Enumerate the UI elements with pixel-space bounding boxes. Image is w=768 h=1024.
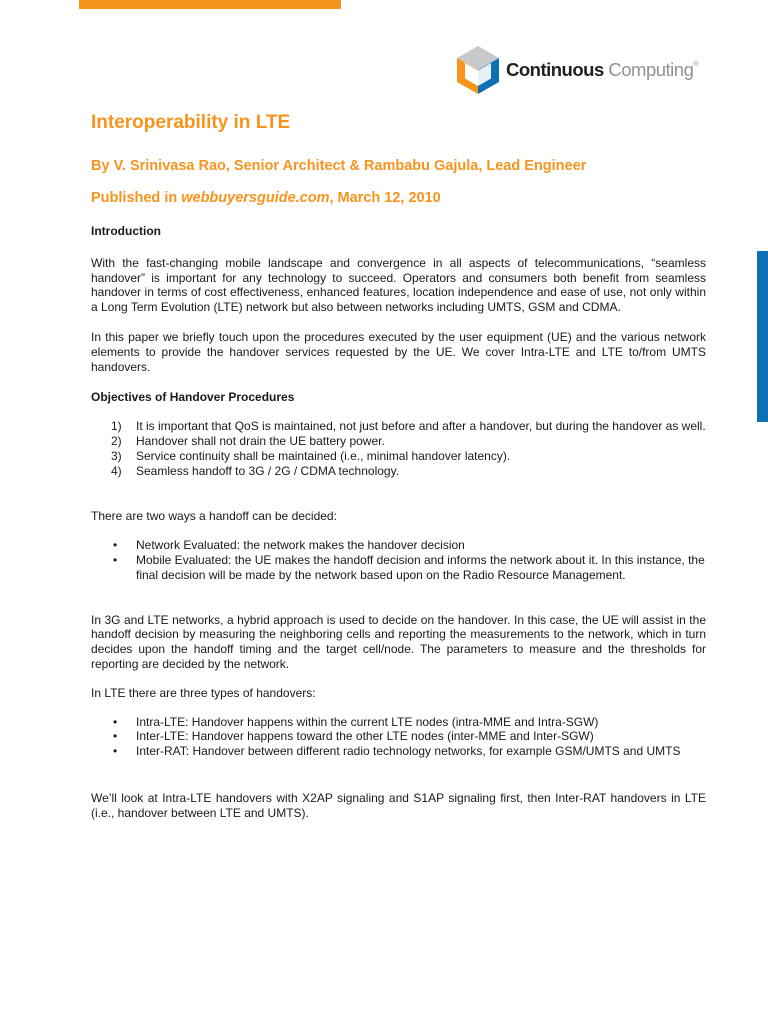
objectives-list (91, 419, 706, 478)
bullet-icon: • (113, 744, 118, 759)
article-body (91, 224, 706, 821)
handoff-ways-list (91, 538, 706, 582)
handoff-way-text: Mobile Evaluated: the UE makes the handoff decision and informs the network about it. In this instance, the final decision will be made by the network based upon on the Radio Resource Management. (136, 552, 705, 582)
intro-paragraph-1: With the fast-changing mobile landscape and convergence in all aspects of telecommunications, “seamless handover” is important for any technology to succeed. Operators and consumers both benefit from seamless handover in terms of cost effectiveness, enhanced features, location independence and ease of use, not only within a Long Term Evolution (LTE) network but also between networks including UMTS, GSM and CDMA. (91, 255, 706, 315)
objective-item (91, 449, 706, 464)
objective-text: Service continuity shall be maintained (i.e., minimal handover latency). (136, 448, 511, 463)
objective-number: 1) (111, 419, 122, 434)
logo-trademark: ® (693, 61, 699, 68)
logo-word-continuous: Continuous (506, 59, 604, 80)
logo-word-computing: Computing (608, 59, 694, 80)
handoff-way-item (91, 553, 706, 583)
bullet-icon: • (113, 552, 118, 567)
handover-type-item (91, 744, 706, 759)
side-tab-marker (757, 251, 768, 422)
objectives-heading: Objectives of Handover Procedures (91, 390, 295, 405)
objective-item (91, 434, 706, 449)
bullet-icon: • (113, 729, 118, 744)
objective-text: Seamless handoff to 3G / 2G / CDMA technology. (136, 463, 400, 478)
hybrid-paragraph: In 3G and LTE networks, a hybrid approach is used to decide on the handover. In this case, the UE will assist in the handoff decision by measuring the neighboring cells and reporting the measurements to the network, which in turn decides upon the handoff timing and the target cell/node. The parameters to measure and the thresholds for reporting are decided by the network. (91, 612, 706, 671)
cube-logo-icon (454, 44, 502, 96)
objective-item (91, 464, 706, 479)
bullet-icon: • (113, 538, 118, 553)
handover-type-text: Inter-LTE: Handover happens toward the other LTE nodes (inter-MME and Inter-SGW) (136, 729, 594, 744)
handover-types-list (91, 715, 706, 759)
objective-number: 3) (111, 448, 122, 463)
objective-number: 4) (111, 463, 122, 478)
article-byline: By V. Srinivasa Rao, Senior Architect & Rambabu Gajula, Lead Engineer (91, 158, 587, 174)
bullet-icon: • (113, 714, 118, 729)
objective-item (91, 419, 706, 434)
closing-paragraph: We’ll look at Intra-LTE handovers with X2AP signaling and S1AP signaling first, then Inter-RAT handovers in LTE (i.e., handover between LTE and UMTS). (91, 790, 706, 820)
handover-type-item (91, 715, 706, 730)
handoff-intro: There are two ways a handoff can be decided: (91, 509, 337, 524)
types-intro: In LTE there are three types of handovers: (91, 685, 316, 700)
published-source: webbuyersguide.com (181, 190, 330, 206)
published-date: , March 12, 2010 (329, 190, 441, 206)
objective-number: 2) (111, 433, 122, 448)
published-line (91, 190, 441, 206)
objective-text: Handover shall not drain the UE battery power. (136, 433, 385, 448)
article-title: Interoperability in LTE (91, 112, 291, 133)
introduction-heading: Introduction (91, 224, 161, 238)
published-prefix: Published in (91, 190, 182, 206)
handoff-way-text: Network Evaluated: the network makes the handover decision (136, 538, 465, 553)
handover-type-item (91, 729, 706, 744)
logo-wordmark (506, 59, 698, 81)
top-accent-bar (79, 0, 341, 9)
handover-type-text: Intra-LTE: Handover happens within the current LTE nodes (intra-MME and Intra-SGW) (136, 714, 599, 729)
handoff-way-item (91, 538, 706, 553)
intro-paragraph-2: In this paper we briefly touch upon the procedures executed by the user equipment (UE) and the various network elements to provide the handover services requested by the UE. We cover Intra-LTE and LTE to/from UMTS handovers. (91, 329, 706, 374)
company-logo (454, 44, 698, 96)
handover-type-text: Inter-RAT: Handover between different radio technology networks, for example GSM/UMTS and UMTS (136, 744, 681, 759)
objective-text: It is important that QoS is maintained, not just before and after a handover, but during the handover as well. (136, 419, 706, 434)
